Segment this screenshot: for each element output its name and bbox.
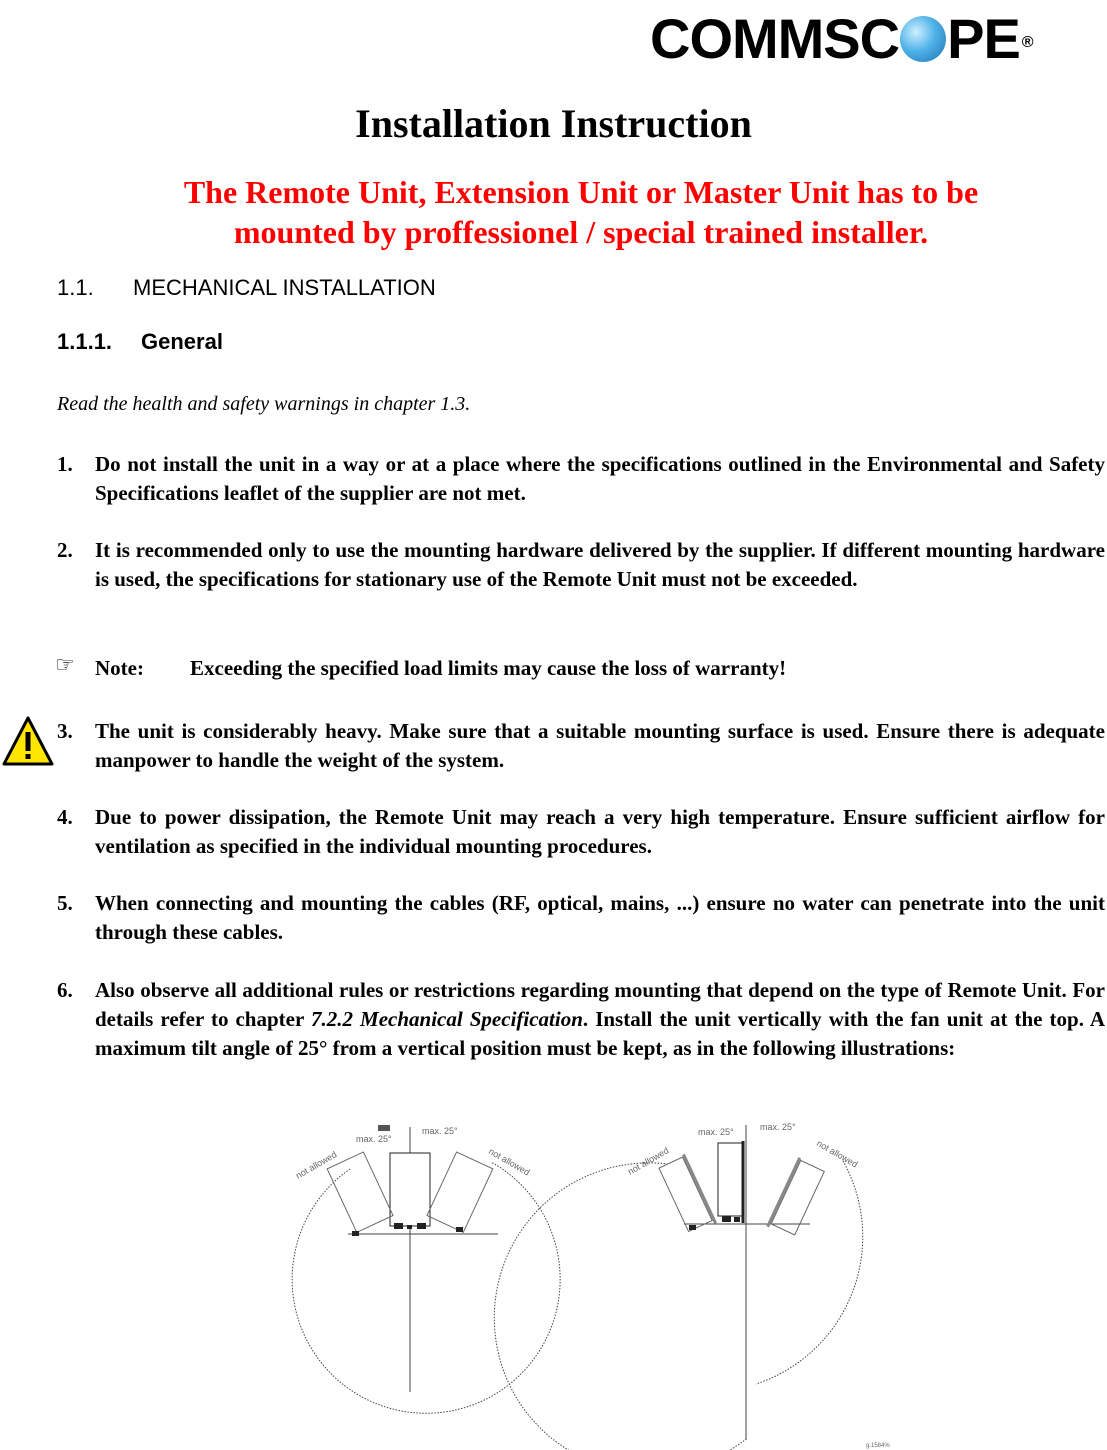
figure-id: g.1584% [866,1443,890,1449]
list-item-number: 2. [57,538,73,562]
section-number: 1.1. [57,275,94,300]
installer-warning [0,172,1107,252]
list-item-number: 4. [57,805,73,829]
note-text: Exceeding the specified load limits may cause the loss of warranty! [190,656,787,680]
intro-text: Read the health and safety warnings in chapter 1.3. [57,393,471,415]
logo-text-b: PE [947,7,1020,70]
not-allowed-label-right: not allowed [815,1138,860,1170]
list-item-6 [57,976,1105,1063]
max-label-left: max. 25° [356,1134,392,1144]
warning-triangle-icon [0,712,56,772]
list-item-text: It is recommended only to use the mounting hardware delivered by the supplier. If different mounting hardware is used, the specifications for stationary use of the Remote Unit must not be exceeded. [95,538,1105,591]
subsection-heading [57,329,223,355]
pointing-hand-icon: ☞ [55,652,75,677]
unit-tilted-left [659,1157,712,1231]
list-item-5 [57,889,1105,947]
list-item-number: 5. [57,891,73,915]
list-item-4 [57,803,1105,861]
max-label-right: max. 25° [760,1122,796,1132]
list-item-text: Due to power dissipation, the Remote Unit may reach a very high temperature. Ensure sufficient airflow for ventilation as specified in the individual mounting procedures. [95,805,1105,858]
unit-tilted-left [327,1152,393,1232]
list-item-text: Do not install the unit in a way or at a place where the specifications outlined in the Environmental and Safety Specifications leaflet of the supplier are not met. [95,452,1105,505]
subsection-title: General [141,329,223,354]
not-allowed-label-left: not allowed [626,1145,671,1177]
list-item-text: Also observe all additional rules or restrictions regarding mounting that depend on the type of Remote Unit. For details refer to chapter 7.2.2 Mechanical Specification. Install the unit vertically with the fan unit at the top. A maximum tilt angle of 25° from a vertical position must be kept, as in the following illustrations: [95,978,1106,1060]
list-item-2 [57,536,1105,594]
commscope-logo [650,4,1090,70]
list-item-number: 1. [57,452,73,476]
unit-vertical [390,1153,430,1226]
not-allowed-label-right: not allowed [487,1146,532,1178]
list-item-number: 6. [57,978,73,1002]
subsection-number: 1.1.1. [57,329,113,354]
logo-text-a: COMMSC [650,7,900,70]
unit-tilted-right [427,1152,493,1232]
logo-globe-icon [900,16,946,62]
chapter-reference: 7.2.2 Mechanical Specification [310,1007,583,1031]
not-allowed-label-left: not allowed [294,1149,339,1181]
max-label-right: max. 25° [422,1126,458,1136]
max-label-left: max. 25° [698,1127,734,1137]
mounting-tilt-illustration [270,1115,910,1450]
list-item-3 [57,717,1105,775]
page-title: Installation Instruction [355,101,752,146]
list-item-number: 3. [57,719,73,743]
list-item-text: When connecting and mounting the cables (RF, optical, mains, ...) ensure no water can penetrate into the unit through these cables. [95,891,1105,944]
pole-mount-diagram [494,1125,862,1450]
installer-warning-line2: mounted by proffessionel / special trained installer. [233,214,929,250]
section-title: MECHANICAL INSTALLATION [133,275,436,300]
unit-vertical [718,1143,744,1216]
logo-registered-mark: ® [1021,34,1033,51]
list-item-text: The unit is considerably heavy. Make sure that a suitable mounting surface is used. Ensure there is adequate manpower to handle the weight of the system. [95,719,1105,772]
installer-warning-line1: The Remote Unit, Extension Unit or Master Unit has to be [183,174,979,210]
note-label: Note: [95,656,144,680]
section-heading [57,275,436,301]
list-item-1 [57,450,1105,508]
